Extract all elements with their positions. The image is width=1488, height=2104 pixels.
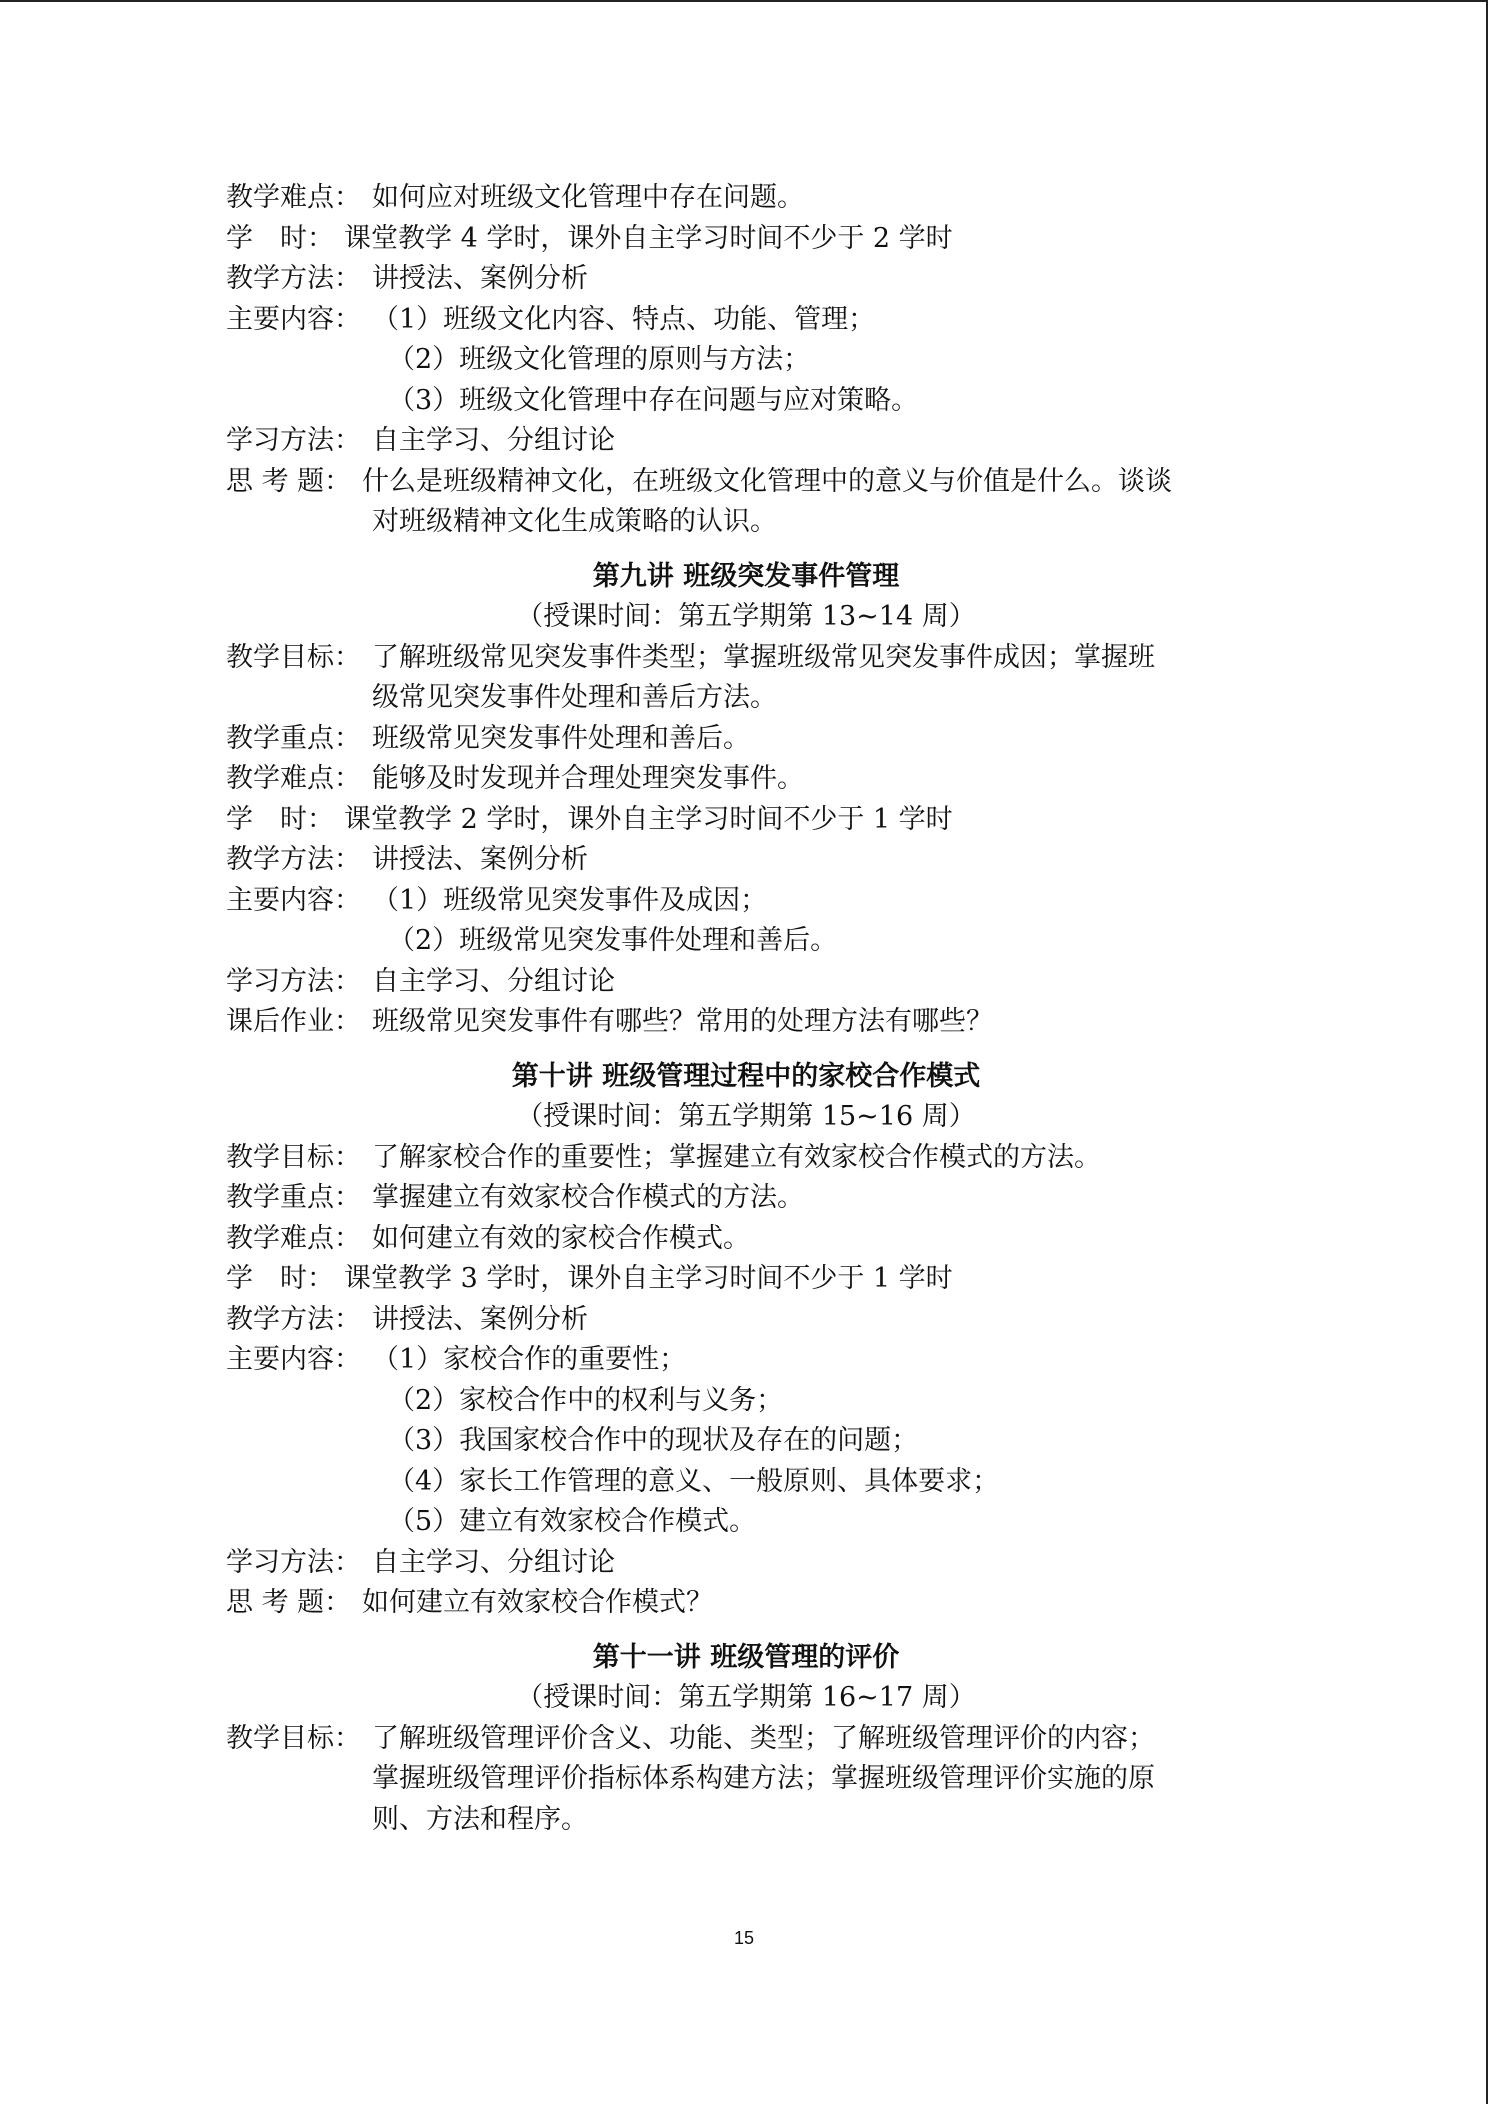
focus-row [226,719,1266,760]
content-item: （2）班级常见突发事件处理和善后。 [388,925,838,956]
field-value: 能够及时发现并合理处理突发事件。 [372,763,804,794]
field-value-continued: 则、方法和程序。 [372,1803,588,1835]
field-value: 了解家校合作的重要性；掌握建立有效家校合作模式的方法。 [372,1141,1101,1173]
lecture-schedule: （授课时间：第五学期第 13~14 周） [516,601,976,632]
field-label: 教学方法： [226,263,361,294]
content-item: （2）家校合作中的权利与义务； [388,1384,784,1416]
field-value: 讲授法、案例分析 [372,263,588,294]
content-item: （5）建立有效家校合作模式。 [388,1506,757,1537]
field-value: 自主学习、分组讨论 [372,425,615,456]
field-label: 学 时： [226,1263,334,1294]
study-row [226,421,1266,462]
lecture-title: 第十讲 班级管理过程中的家校合作模式 [511,1060,981,1092]
field-label: 教学方法： [226,1303,361,1335]
field-label: 教学难点： [226,763,361,794]
method-row [226,1300,1266,1341]
difficulty-row [226,1219,1266,1260]
field-value: 如何建立有效家校合作模式？ [362,1587,713,1618]
lecture-schedule: （授课时间：第五学期第 15~16 周） [516,1101,976,1132]
field-value: 课堂教学 4 学时，课外自主学习时间不少于 2 学时 [344,222,953,254]
field-value: 班级常见突发事件处理和善后。 [372,722,750,754]
lecture-title: 第十一讲 班级管理的评价 [592,1641,900,1673]
page-number: 15 [733,1928,755,1948]
field-label: 教学目标： [226,1141,361,1173]
question-row [226,1583,1266,1624]
field-label: 学 时： [226,222,334,254]
field-label: 教学目标： [226,1722,361,1754]
field-value-continued: 掌握班级管理评价指标体系构建方法；掌握班级管理评价实施的原 [372,1763,1155,1794]
field-label: 学习方法： [226,965,361,997]
question-row [226,462,1266,503]
content-item: （2）班级文化管理的原则与方法； [388,344,811,375]
content-row [226,881,1266,922]
field-label: 主要内容： [226,303,361,335]
field-value: 讲授法、案例分析 [372,844,588,875]
content-row [226,300,1266,341]
field-label: 学习方法： [226,1546,361,1578]
field-label: 教学重点： [226,722,361,754]
field-value: 课堂教学 3 学时，课外自主学习时间不少于 1 学时 [344,1263,953,1294]
lecture-schedule: （授课时间：第五学期第 16~17 周） [516,1682,976,1713]
field-value: 班级常见突发事件有哪些？常用的处理方法有哪些？ [372,1006,993,1037]
field-label: 学 时： [226,803,334,835]
field-value: 课堂教学 2 学时，课外自主学习时间不少于 1 学时 [344,803,953,835]
hours-row [226,800,1266,841]
field-value: 自主学习、分组讨论 [372,965,615,997]
study-row [226,1543,1266,1584]
difficulty-row [226,759,1266,800]
content-item: （4）家长工作管理的意义、一般原则、具体要求； [388,1465,1000,1497]
hours-row [226,1259,1266,1300]
field-label: 主要内容： [226,1344,361,1375]
field-value: 什么是班级精神文化，在班级文化管理中的意义与价值是什么。谈谈 [362,465,1172,497]
field-label: 教学难点： [226,1222,361,1254]
difficulty-row [226,178,1266,219]
field-value: 了解班级常见突发事件类型；掌握班级常见突发事件成因；掌握班 [372,641,1155,673]
goal-row [226,1719,1266,1760]
field-value-continued: 级常见突发事件处理和善后方法。 [372,682,777,713]
field-value: 讲授法、案例分析 [372,1303,588,1335]
field-label: 教学难点： [226,182,361,213]
content-item: （1）班级常见突发事件及成因； [372,884,768,916]
field-label: 思 考 题： [226,465,352,497]
goal-row [226,1138,1266,1179]
study-row [226,962,1266,1003]
hours-row [226,219,1266,260]
field-label: 教学重点： [226,1182,361,1213]
method-row [226,259,1266,300]
field-label: 课后作业： [226,1006,361,1037]
field-value: 掌握建立有效家校合作模式的方法。 [372,1182,804,1213]
content-row [226,1340,1266,1381]
field-label: 主要内容： [226,884,361,916]
field-value: 了解班级管理评价含义、功能、类型；了解班级管理评价的内容； [372,1722,1155,1754]
goal-row [226,638,1266,679]
lecture-title: 第九讲 班级突发事件管理 [592,560,900,592]
content-item: （1）家校合作的重要性； [372,1344,687,1375]
content-item: （3）我国家校合作中的现状及存在的问题； [388,1425,919,1456]
field-label: 教学目标： [226,641,361,673]
field-value: 如何应对班级文化管理中存在问题。 [372,182,804,213]
method-row [226,840,1266,881]
field-label: 学习方法： [226,425,361,456]
focus-row [226,1178,1266,1219]
homework-row [226,1002,1266,1043]
document-body [226,178,1266,1840]
content-item: （1）班级文化内容、特点、功能、管理； [372,303,876,335]
field-value-continued: 对班级精神文化生成策略的认识。 [372,506,777,537]
content-item: （3）班级文化管理中存在问题与应对策略。 [388,384,919,416]
field-label: 思 考 题： [226,1587,352,1618]
field-label: 教学方法： [226,844,361,875]
field-value: 自主学习、分组讨论 [372,1546,615,1578]
field-value: 如何建立有效的家校合作模式。 [372,1222,750,1254]
